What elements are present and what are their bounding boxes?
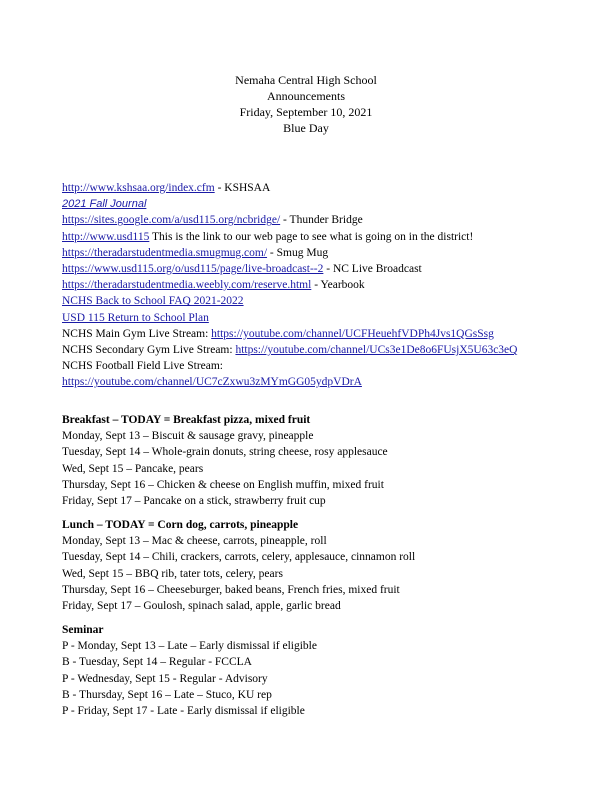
lunch-item: Tuesday, Sept 14 – Chili, crackers, carrots, celery, applesauce, cinnamon roll [62,551,416,564]
breakfast-item: Wed, Sept 15 – Pancake, pears [62,462,204,475]
breakfast-section [62,412,592,509]
usd115-label: This is the link to our web page to see what is going on in the district! [149,230,474,243]
seminar-item: P - Friday, Sept 17 - Late - Early dismissal if eligible [62,705,305,718]
link-line-thunder-bridge [62,212,592,228]
link-line-yearbook [62,277,592,293]
seminar-heading: Seminar [62,624,104,636]
thunder-bridge-label: - Thunder Bridge [280,214,363,227]
thunder-bridge-link[interactable]: https://sites.google.com/a/usd115.org/ncbridge/ [62,214,281,227]
breakfast-item: Tuesday, Sept 14 – Whole-grain donuts, string cheese, rosy applesauce [62,446,388,459]
breakfast-item: Friday, Sept 17 – Pancake on a stick, strawberry fruit cup [62,495,326,508]
lunch-heading: Lunch – TODAY = Corn dog, carrots, pineapple [62,519,299,531]
lunch-item: Friday, Sept 17 – Goulosh, spinach salad, apple, garlic bread [62,600,341,613]
kshsaa-link[interactable]: http://www.kshsaa.org/index.cfm [62,182,215,194]
document-header [0,72,612,136]
main-gym-label: NCHS Main Gym Live Stream: [62,327,212,340]
link-line-live-broadcast [62,261,592,277]
fall-journal-link[interactable]: 2021 Fall Journal [62,198,147,211]
seminar-section [62,622,592,719]
link-line-fall-journal [62,196,592,212]
seminar-item: B - Thursday, Sept 16 – Late – Stuco, KU rep [62,688,272,701]
link-line-main-gym [62,326,592,342]
football-field-stream-link[interactable]: https://youtube.com/channel/UC7cZxwu3zMYmGG05ydpVDrA [62,376,362,389]
link-line-football-url [62,374,592,390]
smugmug-label: - Smug Mug [267,246,329,259]
lunch-item: Wed, Sept 15 – BBQ rib, tater tots, celery, pears [62,567,283,580]
yearbook-link[interactable]: https://theradarstudentmedia.weebly.com/reserve.html [62,279,312,292]
seminar-item: B - Tuesday, Sept 14 – Regular - FCCLA [62,656,252,669]
kshsaa-label: - KSHSAA [214,182,271,194]
document-title: Announcements [267,89,345,103]
link-line-football-label [62,358,592,374]
lunch-item: Monday, Sept 13 – Mac & cheese, carrots, pineapple, roll [62,535,327,548]
back-to-school-faq-link[interactable]: NCHS Back to School FAQ 2021-2022 [62,295,244,308]
link-line-kshsaa [62,180,592,196]
link-line-return-plan [62,310,592,326]
lunch-item: Thursday, Sept 16 – Cheeseburger, baked beans, French fries, mixed fruit [62,583,400,596]
smugmug-link[interactable]: https://theradarstudentmedia.smugmug.com/ [62,246,268,259]
link-line-faq [62,293,592,309]
football-field-label: NCHS Football Field Live Stream: [62,360,223,373]
secondary-gym-label: NCHS Secondary Gym Live Stream: [62,344,236,357]
link-line-secondary-gym [62,342,592,358]
breakfast-item: Monday, Sept 13 – Biscuit & sausage gravy, pineapple [62,430,314,443]
link-line-smugmug [62,245,592,261]
usd115-link[interactable]: http://www.usd115 [62,230,150,243]
seminar-item: P - Wednesday, Sept 15 - Regular - Advisory [62,672,268,685]
day-type: Blue Day [283,121,329,135]
breakfast-heading: Breakfast – TODAY = Breakfast pizza, mixed fruit [62,414,311,426]
school-name: Nemaha Central High School [235,73,377,87]
document-date: Friday, September 10, 2021 [239,105,373,119]
lunch-section [62,517,592,614]
links-section [62,180,592,391]
breakfast-item: Thursday, Sept 16 – Chicken & cheese on English muffin, mixed fruit [62,478,384,491]
yearbook-label: - Yearbook [311,279,365,292]
link-line-usd115 [62,229,592,245]
seminar-item: P - Monday, Sept 13 – Late – Early dismissal if eligible [62,640,317,653]
main-gym-stream-link[interactable]: https://youtube.com/channel/UCFHeuehfVDPh4Jvs1QGsSsg [211,327,494,340]
live-broadcast-link[interactable]: https://www.usd115.org/o/usd115/page/live-broadcast--2 [62,263,324,276]
secondary-gym-stream-link[interactable]: https://youtube.com/channel/UCs3e1De8o6FUsjX5U63c3eQ [235,344,518,357]
return-to-school-plan-link[interactable]: USD 115 Return to School Plan [62,311,209,324]
live-broadcast-label: - NC Live Broadcast [323,263,422,276]
